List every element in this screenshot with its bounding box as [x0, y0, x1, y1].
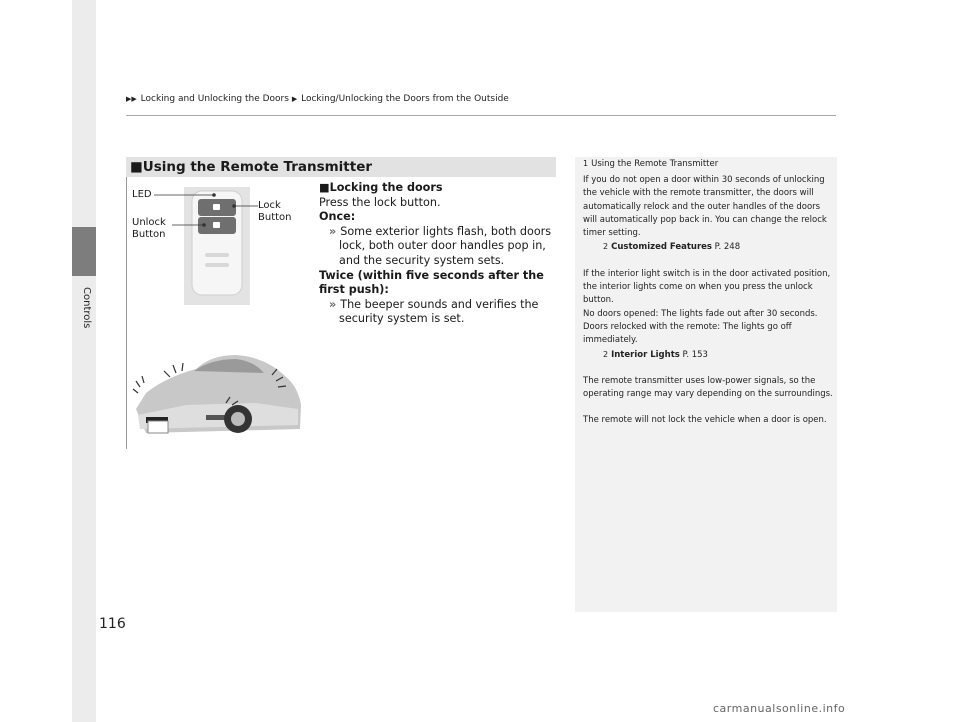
- sidebar-paragraph-3: No doors opened: The lights fade out after 30 seconds.: [583, 308, 818, 319]
- breadcrumb-part-2[interactable]: Locking/Unlocking the Doors from the Outside: [301, 94, 509, 104]
- page-number: 116: [99, 616, 126, 632]
- press-lock-text: Press the lock button.: [319, 195, 441, 209]
- watermark: carmanualsonline.info: [713, 702, 846, 715]
- remote-illustration: [126, 177, 306, 449]
- ref1-page: P. 248: [714, 242, 741, 253]
- sidebar-note: [575, 157, 837, 612]
- sidebar-title-text: Using the Remote Transmitter: [591, 159, 719, 169]
- lock-button-label: [258, 200, 292, 224]
- locking-heading: ■Locking the doors: [319, 181, 443, 194]
- breadcrumb: [126, 94, 509, 104]
- side-tab-label: Controls: [81, 287, 92, 329]
- ref1-label[interactable]: Customized Features: [611, 242, 712, 253]
- ref2-page: P. 153: [682, 349, 708, 360]
- twice-text-block: [319, 298, 559, 327]
- lock-label-line-1: Lock: [258, 200, 281, 211]
- arrow-icon: »: [329, 297, 337, 311]
- lock-label-line-2: Button: [258, 212, 292, 223]
- twice-text: The beeper sounds and verifies the security system is set.: [339, 297, 539, 326]
- header-rule: [126, 115, 836, 116]
- led-label: LED: [132, 189, 152, 200]
- sidebar-title: [575, 157, 718, 171]
- sidebar-paragraph-6: The remote will not lock the vehicle when a door is open.: [583, 415, 827, 426]
- unlock-label-line-2: Button: [132, 229, 166, 240]
- side-tab: [72, 0, 96, 722]
- breadcrumb-part-1[interactable]: Locking and Unlocking the Doors: [140, 94, 289, 104]
- once-text-block: [319, 225, 559, 269]
- note-icon: 1: [583, 159, 589, 168]
- twice-label: Twice (within five seconds after the first push):: [319, 268, 544, 297]
- ref2-label[interactable]: Interior Lights: [611, 349, 680, 360]
- customized-features-link[interactable]: [583, 240, 833, 254]
- side-tab-active-marker: [72, 227, 96, 276]
- reference-icon: 2: [603, 349, 609, 359]
- unlock-label-line-1: Unlock: [132, 217, 166, 228]
- sidebar-paragraph-2: If the interior light switch is in the door activated position, the interior lights come on when you press the unlock button.: [583, 268, 831, 306]
- arrow-icon: »: [329, 224, 337, 238]
- interior-lights-link[interactable]: [583, 348, 833, 362]
- sidebar-paragraph-1: If you do not open a door within 30 seconds of unlocking the vehicle with the remote transmitter, the doors will automatically relock and the outer handles of the doors will automatically pop back in. You can change the relock timer setting.: [583, 175, 827, 239]
- breadcrumb-marker-icon: ▶▶: [126, 95, 137, 103]
- breadcrumb-separator-icon: ▶: [291, 95, 298, 103]
- sidebar-content: [583, 174, 833, 428]
- once-text: Some exterior lights flash, both doors lock, both outer door handles pop in, and the security system sets.: [339, 224, 552, 267]
- sidebar-paragraph-5: The remote transmitter uses low-power signals, so the operating range may vary depending on the surroundings.: [583, 375, 833, 400]
- unlock-button-label: [132, 217, 166, 241]
- once-label: Once:: [319, 210, 356, 224]
- reference-icon: 2: [603, 242, 609, 252]
- section-title: ■Using the Remote Transmitter: [126, 157, 556, 177]
- body-text: [319, 181, 559, 327]
- sidebar-paragraph-4: Doors relocked with the remote: The lights go off immediately.: [583, 321, 792, 346]
